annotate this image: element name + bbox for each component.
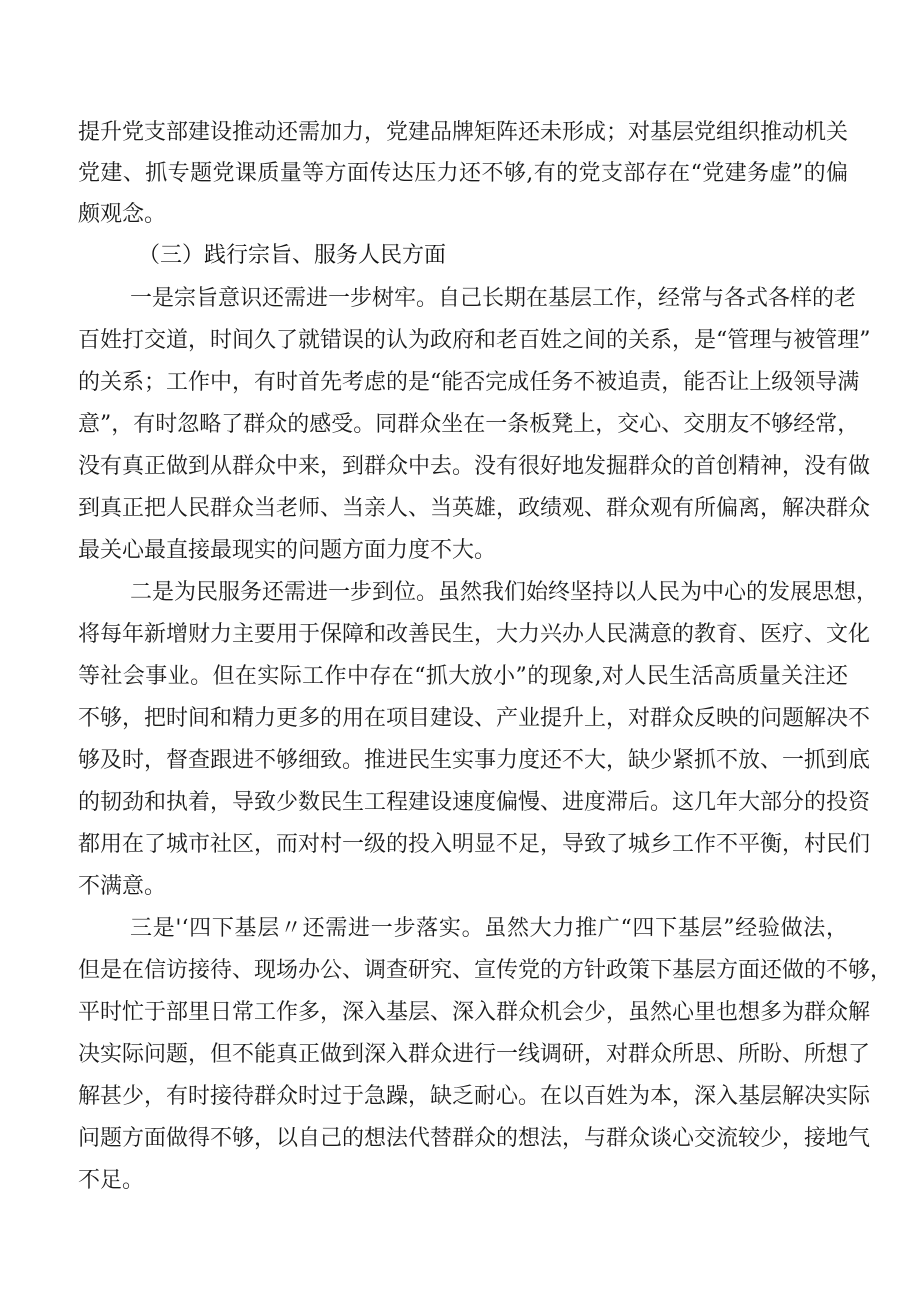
paragraph-line: 的关系；工作中，有时首先考虑的是“能否完成任务不被追责，能否让上级领导满 (78, 370, 860, 395)
paragraph-line: 不足。 (78, 1168, 145, 1193)
text-line: 党建、抓专题党课质量等方面传达压力还不够,有的党支部存在“党建务虚”的偏 (78, 161, 848, 186)
text-line: 颇观念。 (78, 202, 167, 227)
paragraph-line: 二是为民服务还需进一步到位。虽然我们始终坚持以人民为中心的发展思想， (130, 580, 879, 605)
paragraph-line: 百姓打交道，时间久了就错误的认为政府和老百姓之间的关系，是“管理与被管理” (78, 328, 871, 353)
paragraph-line: 的韧劲和执着，导致少数民生工程建设速度偏慢、进度滞后。这几年大部分的投资 (78, 790, 871, 815)
paragraph-line: 够及时，督查跟进不够细致。推进民生实事力度还不大，缺少紧抓不放、一抓到底 (78, 748, 871, 773)
paragraph-line: 没有真正做到从群众中来，到群众中去。没有很好地发掘群众的首创精神，没有做 (78, 454, 871, 479)
paragraph-line: 一是宗旨意识还需进一步树牢。自己长期在基层工作，经常与各式各样的老 (130, 286, 857, 311)
paragraph-line: 都用在了城市社区，而对村一级的投入明显不足，导致了城乡工作不平衡，村民们 (78, 832, 871, 857)
paragraph-line: 解甚少，有时接待群众时过于急躁，缺乏耐心。在以百姓为本，深入基层解决实际 (78, 1084, 871, 1109)
section-heading: （三）践行宗旨、服务人民方面 (138, 243, 447, 268)
paragraph-line: 决实际问题，但不能真正做到深入群众进行一线调研，对群众所思、所盼、所想了 (78, 1042, 871, 1067)
paragraph-line: 不够，把时间和精力更多的用在项目建设、产业提升上，对群众反映的问题解决不 (78, 706, 871, 731)
paragraph-line: 将每年新增财力主要用于保障和改善民生，大力兴办人民满意的教育、医疗、文化 (78, 622, 871, 647)
text-line: 提升党支部建设推动还需加力，党建品牌矩阵还未形成；对基层党组织推动机关 (78, 120, 849, 145)
paragraph-line: 平时忙于部里日常工作多，深入基层、深入群众机会少，虽然心里也想多为群众解 (78, 1000, 871, 1025)
paragraph-line: 但是在信访接待、现场办公、调查研究、宣传党的方针政策下基层方面还做的不够， (78, 958, 893, 983)
paragraph-line: 等社会事业。但在实际工作中存在“抓大放小”的现象,对人民生活高质量关注还 (78, 664, 848, 689)
paragraph-line: 到真正把人民群众当老师、当亲人、当英雄，政绩观、群众观有所偏离，解决群众 (78, 496, 871, 521)
paragraph-line: 问题方面做得不够，以自己的想法代替群众的想法，与群众谈心交流较少，接地气 (78, 1126, 871, 1151)
paragraph-line: 三是'‘四下基层〃还需进一步落实。虽然大力推广“四下基层”经验做法， (130, 916, 848, 941)
paragraph-line: 意”，有时忽略了群众的感受。同群众坐在一条板凳上，交心、交朋友不够经常， (78, 412, 860, 437)
paragraph-line: 最关心最直接最现实的问题方面力度不大。 (78, 538, 497, 563)
paragraph-line: 不满意。 (78, 874, 167, 899)
